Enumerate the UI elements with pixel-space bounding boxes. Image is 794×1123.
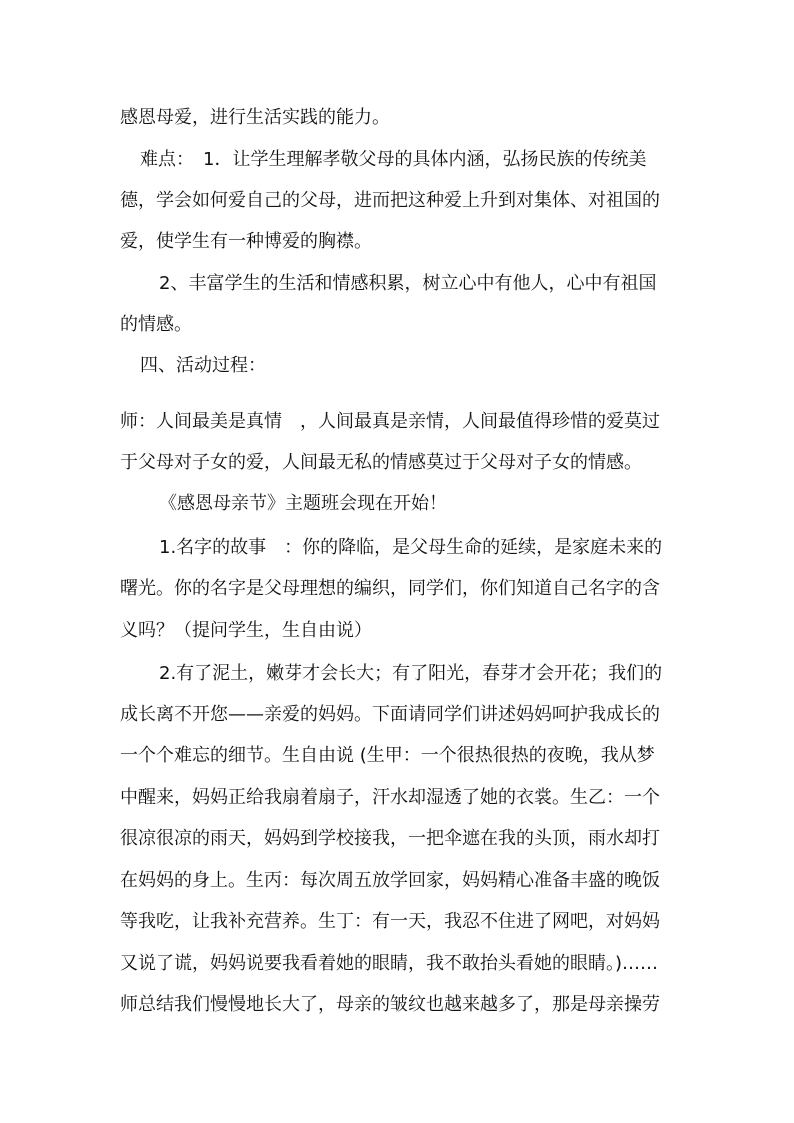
paragraph-line: 难点： 1．让学生理解孝敬父母的具体内涵，弘扬民族的传统美 xyxy=(140,149,647,170)
paragraph-line: 等我吃，让我补充营养。生丁：有一天，我忍不住进了网吧，对妈妈 xyxy=(120,911,660,932)
paragraph-line: 德，学会如何爱自己的父母，进而把这种爱上升到对集体、对祖国的 xyxy=(120,190,660,211)
paragraph-line: 成长离不开您——亲爱的妈妈。下面请同学们讲述妈妈呵护我成长的 xyxy=(120,704,660,725)
paragraph-line: 1.名字的故事 ：你的降临，是父母生命的延续，是家庭未来的 xyxy=(159,537,663,558)
paragraph-line: 又说了谎，妈妈说要我看着她的眼睛，我不敢抬头看她的眼睛。)…… xyxy=(120,953,659,974)
paragraph-line: 《感恩母亲节》主题班会现在开始！ xyxy=(159,493,447,514)
paragraph-line: 一个个难忘的细节。生自由说 (生甲：一个很热很热的夜晚，我从梦 xyxy=(120,745,655,766)
paragraph-line: 于父母对子女的爱，人间最无私的情感莫过于父母对子女的情感。 xyxy=(120,452,642,473)
paragraph-line: 师总结我们慢慢地长大了，母亲的皱纹也越来越多了，那是母亲操劳 xyxy=(120,994,660,1015)
paragraph-line: 感恩母爱，进行生活实践的能力。 xyxy=(120,107,390,128)
paragraph-line: 中醒来，妈妈正给我扇着扇子，汗水却湿透了她的衣裳。生乙：一个 xyxy=(120,787,660,808)
paragraph-line: 爱，使学生有一种博爱的胸襟。 xyxy=(120,231,372,252)
paragraph-line: 在妈妈的身上。生丙：每次周五放学回家，妈妈精心准备丰盛的晚饭 xyxy=(120,870,660,891)
paragraph-line: 师：人间最美是真情 ，人间最真是亲情，人间最值得珍惜的爱莫过 xyxy=(120,411,660,432)
paragraph-line: 义吗？（提问学生，生自由说） xyxy=(120,620,372,641)
paragraph-line: 2.有了泥土，嫩芽才会长大；有了阳光，春芽才会开花；我们的 xyxy=(159,663,663,684)
paragraph-line: 曙光。你的名字是父母理想的编织，同学们，你们知道自己名字的含 xyxy=(120,578,660,599)
paragraph-line: 的情感。 xyxy=(120,314,192,335)
paragraph-line: 2、丰富学生的生活和情感积累，树立心中有他人，心中有祖国 xyxy=(159,273,657,294)
paragraph-line: 很凉很凉的雨天，妈妈到学校接我，一把伞遮在我的头顶，雨水却打 xyxy=(120,828,660,849)
section-heading: 四、活动过程： xyxy=(140,355,266,376)
